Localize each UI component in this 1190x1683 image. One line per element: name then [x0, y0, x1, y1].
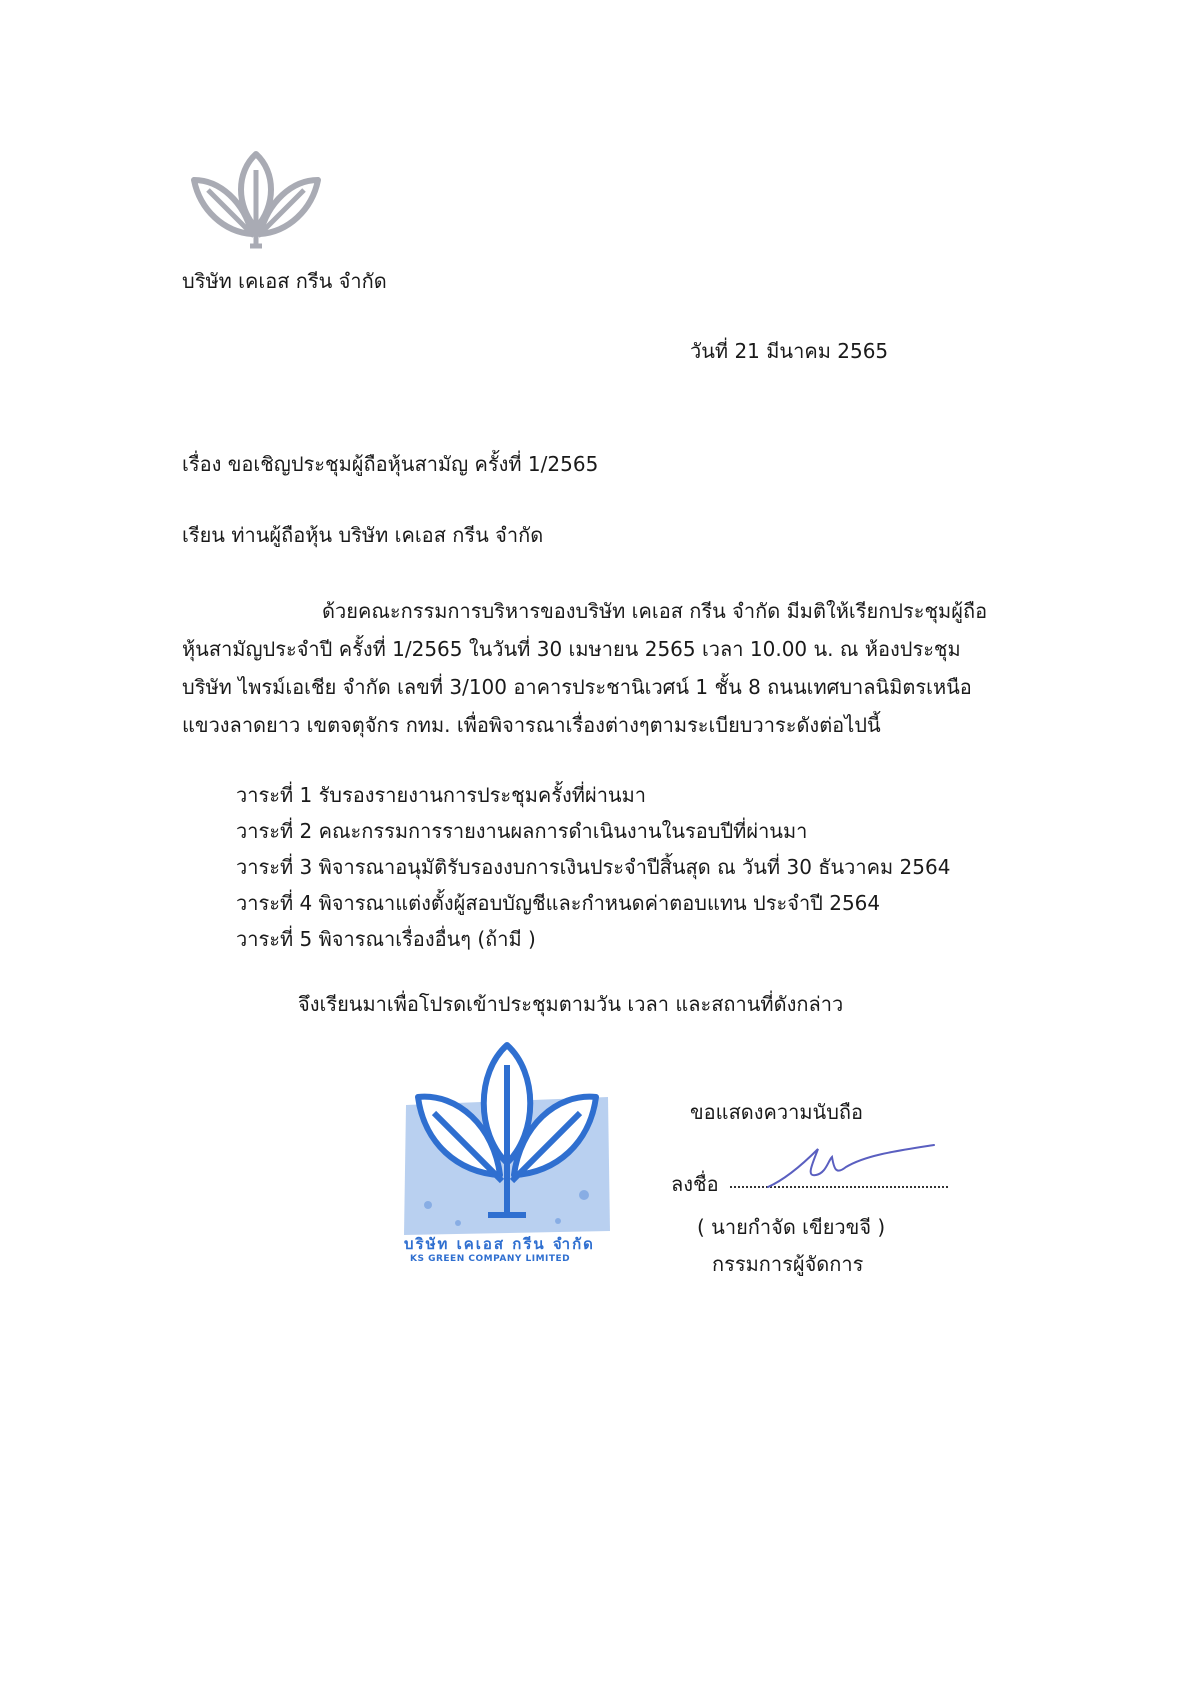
stamp-text-english: KS GREEN COMPANY LIMITED [410, 1254, 571, 1264]
body-line: บริษัท ไพรม์เอเชีย จำกัด เลขที่ 3/100 อาคารประชานิเวศน์ 1 ชั้น 8 ถนนเทศบาลนิมิตรเหนือ [182, 675, 972, 699]
agenda-item: วาระที่ 3 พิจารณาอนุมัติรับรองงบการเงินประจำปีสิ้นสุด ณ วันที่ 30 ธันวาคม 2564 [236, 855, 951, 879]
body-line: ด้วยคณะกรรมการบริหารของบริษัท เคเอส กรีน จำกัด มีมติให้เรียกประชุมผู้ถือ [322, 599, 988, 623]
letter-closing: จึงเรียนมาเพื่อโปรดเข้าประชุมตามวัน เวลา และสถานที่ดังกล่าว [298, 992, 844, 1016]
signer-name: ( นายกำจัด เขียวขจี ) [697, 1215, 886, 1239]
company-stamp-icon [398, 1035, 616, 1265]
letter-regards: ขอแสดงความนับถือ [690, 1100, 864, 1124]
company-logo-icon [190, 150, 322, 256]
stamp-text-thai: บริษัท เคเอส กรีน จำกัด [404, 1235, 595, 1253]
agenda-list [236, 777, 950, 957]
body-line: แขวงลาดยาว เขตจตุจักร กทม. เพื่อพิจารณาเรื่องต่างๆตามระเบียบวาระดังต่อไปนี้ [182, 713, 881, 737]
company-name: บริษัท เคเอส กรีน จำกัด [182, 269, 387, 293]
letter-subject: เรื่อง ขอเชิญประชุมผู้ถือหุ้นสามัญ ครั้งที่ 1/2565 [182, 452, 599, 476]
agenda-item: วาระที่ 2 คณะกรรมการรายงานผลการดำเนินงานในรอบปีที่ผ่านมา [236, 819, 808, 843]
agenda-item: วาระที่ 4 พิจารณาแต่งตั้งผู้สอบบัญชีและกำหนดค่าตอบแทน ประจำปี 2564 [236, 891, 881, 915]
body-line: หุ้นสามัญประจำปี ครั้งที่ 1/2565 ในวันที่ 30 เมษายน 2565 เวลา 10.00 น. ณ ห้องประชุม [182, 637, 961, 661]
signer-title: กรรมการผู้จัดการ [712, 1252, 864, 1276]
handwritten-signature-icon [766, 1135, 936, 1195]
signature-label: ลงชื่อ [671, 1172, 719, 1196]
letter-body [182, 592, 1012, 744]
agenda-item: วาระที่ 1 รับรองรายงานการประชุมครั้งที่ผ่านมา [236, 783, 647, 807]
letter-recipient: เรียน ท่านผู้ถือหุ้น บริษัท เคเอส กรีน จำกัด [182, 523, 544, 547]
agenda-item: วาระที่ 5 พิจารณาเรื่องอื่นๆ (ถ้ามี ) [236, 927, 536, 951]
letter-date: วันที่ 21 มีนาคม 2565 [690, 339, 889, 363]
